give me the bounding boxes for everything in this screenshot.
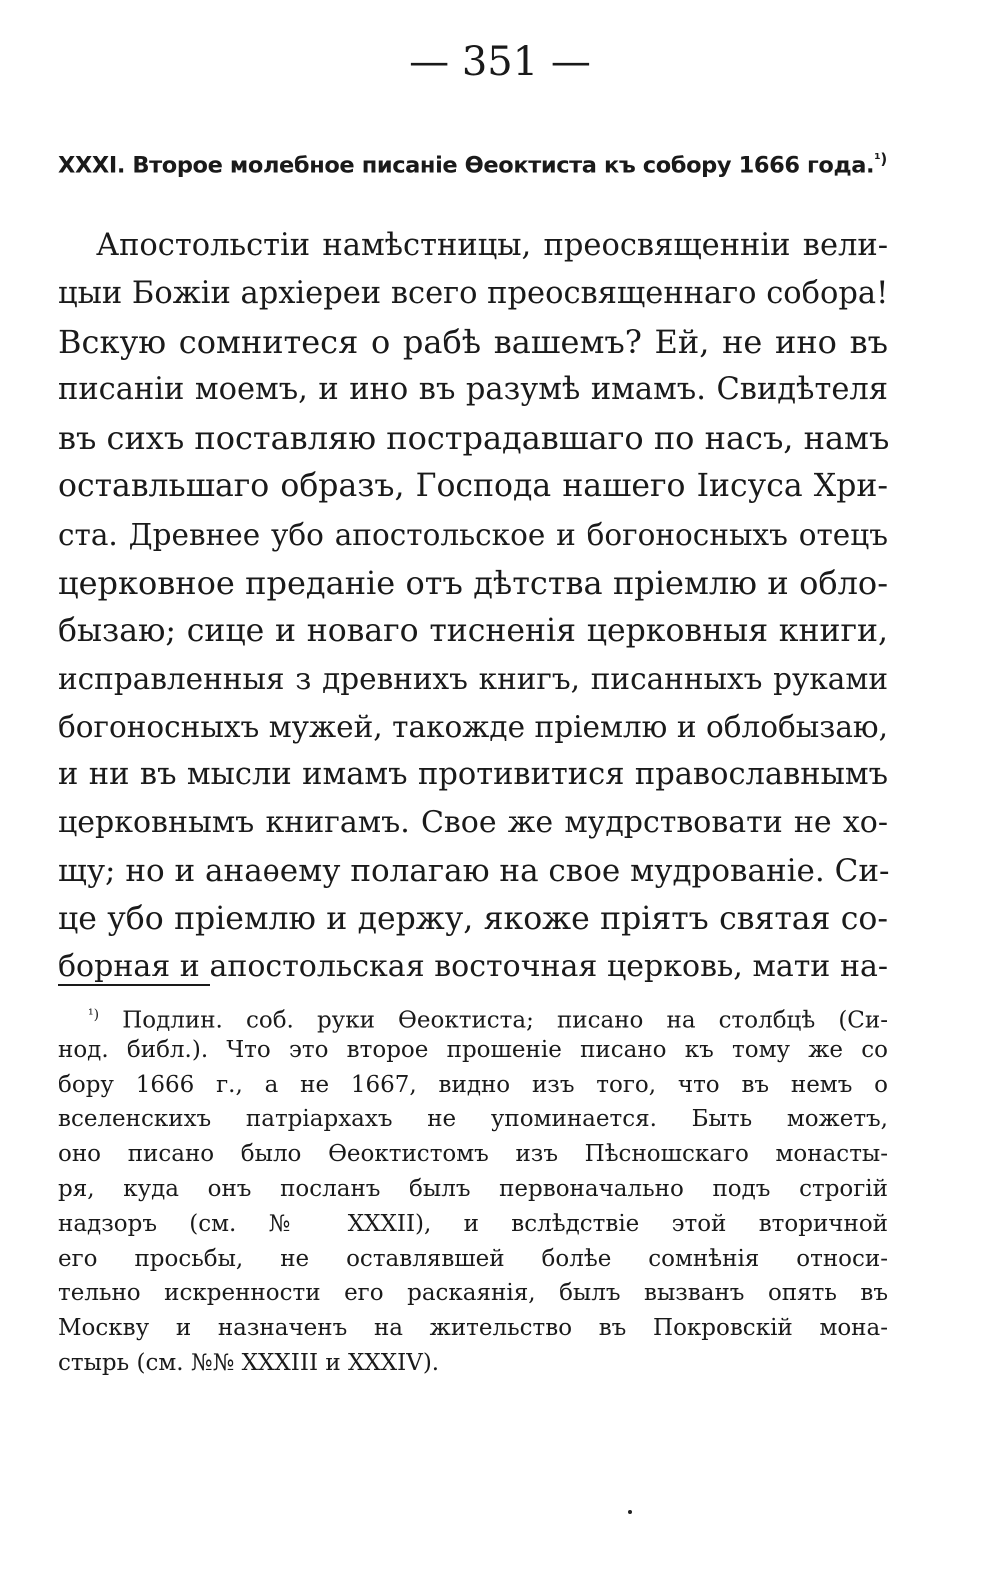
footnote-line: оно писано было Ѳеоктистомъ изъ Пѣсношскаго монасты- (58, 1141, 888, 1168)
footnote-line: бору 1666 г., а не 1667, видно изъ того, что въ немъ о (58, 1071, 888, 1098)
body-line: ста. Древнее убо апостольское и богоносныхъ отецъ (58, 517, 888, 552)
footnote-line-text: Подлин. соб. руки Ѳеоктиста; писано на столбцѣ (Си- (122, 1007, 889, 1034)
body-line: Вскую сомнитеся о рабѣ вашемъ? Ей, не ино въ (58, 323, 888, 362)
body-line: оставльшаго образъ, Господа нашего Іисуса Хри- (58, 468, 888, 505)
section-heading-text: XXXI. Второе молебное писаніе Ѳеоктиста къ собору 1666 года. (58, 152, 875, 179)
footnote-line: надзоръ (см. № XXXII), и вслѣдствіе этой вторичной (58, 1210, 888, 1237)
footnote (58, 998, 888, 1381)
footnote-line: его просьбы, не оставлявшей болѣе сомнѣнія относи- (58, 1245, 888, 1272)
section-heading (58, 150, 888, 180)
footnote-line (58, 998, 888, 1033)
body-line: Апостольстіи намѣстницы, преосвященніи вели- (96, 228, 888, 263)
footnote-line: ря, куда онъ посланъ былъ первоначально подъ строгій (58, 1175, 888, 1202)
footnote-separator (58, 984, 210, 986)
footnote-line: нод. библ.). Что это второе прошеніе писано къ тому же со (58, 1036, 888, 1063)
body-line: щу; но и анаѳему полагаю на свое мудрованіе. Си- (58, 853, 890, 890)
body-line: писаніи моемъ, и ино въ разумѣ имамъ. Свидѣтеля (58, 372, 888, 408)
body-line: и ни въ мысли имамъ противитися православнымъ (58, 757, 888, 793)
body-line: исправленныя з древнихъ книгъ, писанныхъ руками (58, 661, 888, 696)
body-line: це убо пріемлю и держу, якоже пріятъ святая со- (58, 901, 888, 938)
body-text (58, 222, 888, 992)
footnote-line: тельно искренности его раскаянія, былъ вызванъ опять въ (58, 1280, 888, 1307)
footnote-line: стырь (см. №№ XXXIII и XXXIV). (58, 1349, 440, 1376)
body-line: борная и апостольская восточная церковь, мати на- (58, 949, 888, 985)
footnote-line: вселенскихъ патріархахъ не упоминается. Быть можетъ, (58, 1106, 888, 1133)
body-line: церковнымъ книгамъ. Свое же мудрствовати не хо- (58, 805, 888, 841)
heading-footnote-mark: ¹) (874, 150, 887, 168)
body-line: церковное преданіе отъ дѣтства пріемлю и обло- (58, 563, 888, 602)
footnote-line: Москву и назначенъ на жительство въ Покровскій мона- (58, 1315, 888, 1342)
body-line: бызаю; сице и новаго тисненія церковныя книги, (58, 612, 888, 649)
page-number: — 351 — (409, 39, 591, 85)
body-line: цыи Божіи архіереи всего преосвященнаго собора! (58, 276, 889, 312)
body-line: богоносныхъ мужей, такожде пріемлю и облобызаю, (58, 709, 888, 744)
footnote-marker: ¹) (88, 1007, 100, 1023)
body-line: въ сихъ поставляю пострадавшаго по насъ, намъ (58, 419, 890, 458)
ink-speck (628, 1510, 632, 1514)
